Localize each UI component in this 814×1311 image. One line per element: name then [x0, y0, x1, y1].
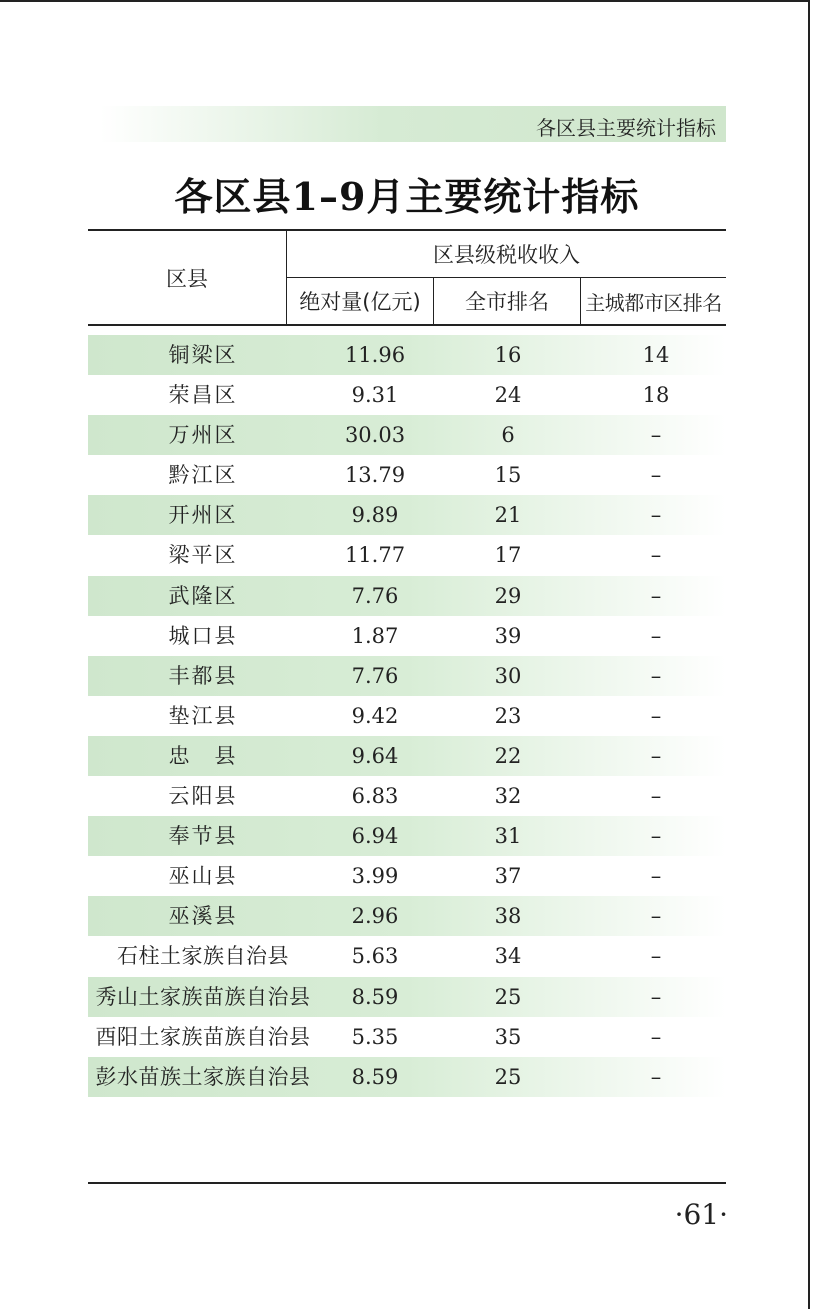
city-rank: 34	[494, 944, 522, 969]
table-row	[88, 335, 726, 375]
table-row	[88, 696, 726, 736]
district-name: 酉阳土家族苗族自治县	[95, 1024, 311, 1049]
table-row	[88, 856, 726, 896]
city-rank: 25	[494, 984, 522, 1009]
district-name: 梁平区	[168, 543, 238, 568]
table-row	[88, 656, 726, 696]
district-name: 石柱土家族自治县	[117, 944, 289, 969]
city-rank: 32	[494, 784, 522, 809]
table-row	[88, 736, 726, 776]
tax-absolute-value: 9.31	[351, 383, 399, 408]
table-row	[88, 896, 726, 936]
tax-absolute-value: 11.96	[344, 343, 406, 367]
city-rank: 39	[494, 623, 522, 648]
city-rank: 37	[494, 864, 522, 889]
footer-rule	[88, 1182, 726, 1184]
city-rank: 30	[494, 663, 522, 688]
city-rank: 24	[494, 383, 522, 408]
district-name: 万州区	[168, 423, 238, 448]
table-row	[88, 1057, 726, 1097]
city-rank: 35	[494, 1024, 522, 1049]
tax-absolute-value: 5.63	[351, 944, 399, 969]
main-urban-rank: –	[650, 984, 662, 1009]
district-name: 黔江区	[168, 463, 238, 488]
main-urban-rank: –	[650, 824, 662, 849]
tax-absolute-value: 13.79	[344, 463, 406, 488]
city-rank: 22	[494, 743, 522, 768]
district-name: 城口县	[168, 623, 238, 648]
main-urban-rank: –	[650, 463, 662, 488]
main-urban-rank: –	[650, 543, 662, 568]
table-row	[88, 375, 726, 415]
main-urban-rank: –	[650, 743, 662, 768]
city-rank: 38	[494, 904, 522, 929]
main-urban-rank: 14	[642, 343, 670, 367]
district-name: 开州区	[168, 503, 238, 528]
district-name: 武隆区	[168, 583, 238, 608]
tax-absolute-value: 1.87	[351, 623, 399, 648]
tax-absolute-value: 9.89	[351, 503, 399, 528]
main-urban-rank: –	[650, 864, 662, 889]
district-name: 垫江县	[168, 703, 238, 728]
col-group-header-tax-revenue: 区县级税收收入	[287, 231, 726, 278]
tax-absolute-value: 6.94	[351, 824, 399, 849]
city-rank: 15	[494, 463, 522, 488]
table-row	[88, 977, 726, 1017]
tax-absolute-value: 7.76	[351, 583, 399, 608]
col-header-district: 区县	[88, 231, 287, 324]
city-rank: 21	[494, 503, 522, 528]
table-row	[88, 816, 726, 856]
tax-absolute-value: 9.42	[351, 703, 399, 728]
city-rank: 29	[494, 583, 522, 608]
table-header	[88, 229, 726, 326]
tax-absolute-value: 8.59	[351, 1064, 399, 1089]
page-title: 各区县1–9月主要统计指标	[174, 174, 640, 219]
district-name: 秀山土家族苗族自治县	[95, 984, 311, 1009]
main-urban-rank: –	[650, 623, 662, 648]
table-row	[88, 535, 726, 575]
district-name: 云阳县	[168, 784, 238, 809]
main-urban-rank: –	[650, 583, 662, 608]
district-name: 丰都县	[168, 663, 238, 688]
tax-absolute-value: 8.59	[351, 984, 399, 1009]
tax-absolute-value: 30.03	[344, 423, 406, 448]
district-name: 铜梁区	[168, 343, 238, 367]
district-name: 荣昌区	[168, 383, 238, 408]
main-urban-rank: –	[650, 1024, 662, 1049]
table-row	[88, 576, 726, 616]
district-name: 巫溪县	[168, 904, 238, 929]
col-header-main-urban-rank: 主城都市区排名	[585, 290, 722, 315]
city-rank: 23	[494, 703, 522, 728]
page-number: ·61·	[674, 1198, 728, 1231]
main-urban-rank: 18	[642, 383, 670, 408]
district-name: 忠 县	[168, 743, 238, 768]
tax-absolute-value: 5.35	[351, 1024, 399, 1049]
tax-absolute-value: 9.64	[351, 743, 399, 768]
running-header-band	[100, 106, 726, 142]
main-urban-rank: –	[650, 503, 662, 528]
tax-absolute-value: 2.96	[351, 904, 399, 929]
main-urban-rank: –	[650, 423, 662, 448]
tax-absolute-value: 6.83	[351, 784, 399, 809]
table-row	[88, 415, 726, 455]
district-name: 奉节县	[168, 824, 238, 849]
running-header: 各区县主要统计指标	[536, 116, 716, 140]
table-row	[88, 495, 726, 535]
tax-absolute-value: 7.76	[351, 663, 399, 688]
table-row	[88, 455, 726, 495]
table-row	[88, 776, 726, 816]
city-rank: 25	[494, 1064, 522, 1089]
city-rank: 31	[494, 824, 522, 849]
city-rank: 16	[494, 343, 522, 367]
main-urban-rank: –	[650, 904, 662, 929]
main-urban-rank: –	[650, 784, 662, 809]
district-name: 巫山县	[168, 864, 238, 889]
tax-absolute-value: 3.99	[351, 864, 399, 889]
main-urban-rank: –	[650, 944, 662, 969]
city-rank: 6	[501, 423, 515, 448]
city-rank: 17	[494, 543, 522, 568]
main-urban-rank: –	[650, 663, 662, 688]
table-row	[88, 1017, 726, 1057]
col-header-absolute: 绝对量(亿元)	[287, 278, 434, 324]
table-body	[88, 335, 726, 1097]
table-row	[88, 616, 726, 656]
district-name: 彭水苗族土家族自治县	[95, 1064, 311, 1089]
table-row	[88, 936, 726, 976]
col-header-city-rank: 全市排名	[434, 278, 581, 324]
main-urban-rank: –	[650, 1064, 662, 1089]
main-urban-rank: –	[650, 703, 662, 728]
tax-absolute-value: 11.77	[344, 543, 406, 568]
